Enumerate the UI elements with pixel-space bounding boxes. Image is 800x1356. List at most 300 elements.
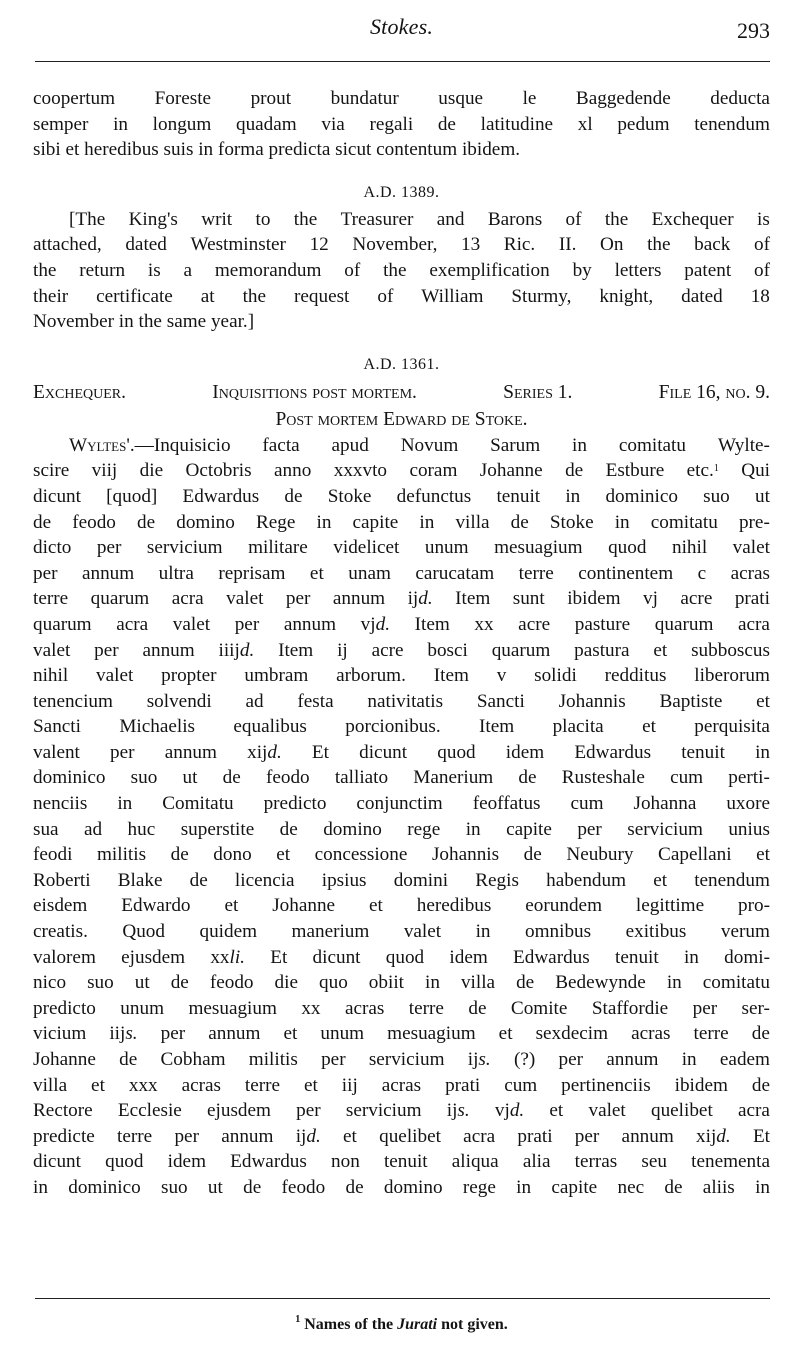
editorial-note-paragraph [33,207,770,335]
word: de [664,1176,683,1198]
word: suo [160,1176,188,1198]
word: equalibus [233,716,307,738]
word: annum [621,1125,674,1147]
footnote-text-after: not given. [441,1316,508,1333]
text-line [33,663,770,689]
word: solidi [534,665,577,687]
word: in [465,818,481,840]
word: alia [522,1151,551,1173]
word: annum [283,613,337,635]
word: Roberti [33,869,91,891]
word: domino [383,1176,443,1198]
word: per [96,537,122,559]
word: acras [181,1074,221,1096]
word: Michaelis [119,716,195,738]
date-heading-1361: A.D. 1361. [363,355,440,373]
word: unius [728,818,770,840]
word: tenuit [383,1151,428,1173]
word: et [91,1074,105,1096]
word: quod [385,946,425,968]
word: 13 [460,234,481,256]
word: Manerium [413,767,494,789]
text-line [33,996,770,1022]
word: c [697,562,707,584]
word: in [33,1176,48,1198]
word: terre [33,588,69,610]
word: Ecclesie [117,1100,182,1122]
word: vjd. [360,613,390,635]
word: quarum [90,588,150,610]
word: et [276,844,291,866]
word: exemplification [429,259,550,281]
word: Item [278,639,314,661]
word: coram [409,460,458,482]
word: the [383,259,407,281]
word: Johanne [33,1049,96,1070]
text-line [33,689,770,715]
word: semper [33,113,89,135]
word: Johanna [633,793,697,815]
word: et [756,844,770,866]
word: de [468,997,487,1019]
word: Johannis [558,690,626,712]
word: in [117,793,133,815]
continuation-paragraph [33,86,770,163]
word: Quod [122,921,165,943]
word: terre [408,997,444,1019]
footnote-text-before: Names of the [304,1316,394,1333]
text-line [33,842,770,868]
word: servicium [146,537,223,559]
word: ad [84,818,103,840]
word: quarum [654,613,714,635]
word: verum [720,921,770,943]
word: Rege [255,511,296,533]
word: acra [463,1125,496,1147]
word: annum [208,1023,261,1045]
text-line [33,1124,770,1150]
word: Et [270,946,288,968]
word: de [170,844,189,866]
word: suo [703,485,730,507]
word: domini [393,869,449,891]
word: ij [337,639,348,661]
word: Westminster [190,234,286,256]
word: Blake [117,869,163,891]
word: obiit [368,972,404,994]
word: nenciis [33,793,88,815]
word: On [600,234,624,256]
text-line [33,868,770,894]
word: de [243,1176,262,1198]
word: per [110,741,135,763]
word: November in the same year.] [33,311,255,333]
word: defunctus [396,485,472,507]
word: predicte [33,1125,95,1147]
word: Novum [400,434,459,456]
word: de [33,511,52,533]
word: mesuagium [494,537,583,559]
word: quidem [199,921,258,943]
record-title: Post mortem Edward de Stoke. [275,408,528,430]
word: longum [152,113,212,135]
word: Johannis [431,844,500,866]
word: de [523,844,542,866]
word: terre [117,1125,153,1147]
word: Edwardus [230,1151,307,1173]
word: patent [684,259,732,281]
word: eorundem [525,895,602,917]
word: vjd. [494,1100,525,1122]
word: tenuit [496,485,541,507]
word: Edwardo [121,895,191,917]
word: Comite [510,997,568,1019]
word: et [309,562,324,584]
word: festa [297,690,334,712]
word: in [681,1049,697,1070]
word: of [565,208,582,230]
word: per [296,1100,321,1122]
word: de [222,767,241,789]
word: feodo [265,767,310,789]
word: habendum [546,869,627,891]
text-line [33,791,770,817]
text-line [33,309,770,335]
running-head [33,0,770,60]
record-reference-heading [33,379,770,406]
word: per [94,639,119,661]
word: cum [670,767,704,789]
word: continentem [578,562,674,584]
word: acra [171,588,204,610]
word: creatis. [33,921,88,943]
word: capite [352,511,399,533]
word: quod [105,1151,144,1173]
word: ultra [158,562,194,584]
word: villa [460,972,496,994]
word: iijs. [109,1023,138,1045]
word: servicium [368,1049,445,1070]
word: Sarum [490,434,541,456]
word: per [160,1023,186,1045]
text-line [33,510,770,536]
word: ut [182,767,198,789]
word: prout [250,88,292,109]
word: die [139,460,164,482]
text-line [33,638,770,664]
word: servicium [627,818,703,840]
word: acras [381,1074,422,1096]
word: acra [116,613,149,635]
word: huc [127,818,156,840]
header-rule [35,61,770,62]
word: [quod] [106,485,158,507]
word: Ric. [503,234,536,256]
word: in [425,972,440,994]
text-line [33,484,770,510]
word: exitibus [625,921,687,943]
word: capite [506,818,552,840]
word: servicium [345,1100,422,1122]
word: per [234,613,260,635]
word: comitatu [702,972,770,994]
word: quarum [33,613,92,635]
word: seu [641,1151,667,1173]
text-line [33,561,770,587]
word: omnibus [525,921,592,943]
word: terras [574,1151,618,1173]
word: pertinenciis [561,1074,651,1096]
word: sunt [512,588,545,610]
word: tenuit [681,741,725,763]
word: et [756,690,770,712]
word: xx [474,613,494,635]
word: placita [552,716,604,738]
word: die [274,972,298,994]
word: tenendum [694,113,770,135]
word: and [436,208,465,230]
word: vicium [33,1023,87,1045]
word: aliis [702,1176,735,1198]
word: to [255,208,271,230]
word: in [666,972,682,994]
word: valet [226,588,264,610]
word: xijd. [696,1125,731,1147]
word: Staffordie [591,997,669,1019]
text-line [33,112,770,138]
word: capite [551,1176,598,1198]
word: Barons [487,208,543,230]
word: de [137,511,156,533]
word: xijd. [247,741,282,763]
word: feoffatus [472,793,541,815]
word: Baggedende [575,88,671,109]
word: Exchequer [651,208,734,230]
word: valorem [33,946,96,968]
text-line [33,458,770,484]
word: by [572,259,592,281]
word: quo [319,972,348,994]
word: et [304,1074,318,1096]
word: etc.$^1$ [686,460,719,482]
word: dicunt [359,741,408,763]
word: in [113,113,129,135]
word: Treasurer [340,208,414,230]
word: ipsius [321,869,367,891]
word: acras [631,1023,671,1045]
word: valet [403,921,442,943]
word: latitudine [480,113,554,135]
word: umbram [244,665,309,687]
word: in [683,946,699,968]
word: 18 [750,285,770,307]
word: Comitatu [162,793,234,815]
word: scire [33,460,70,482]
word: de [170,972,189,994]
word: xxli. [210,946,245,968]
word: dominico [33,767,106,789]
word: xx [301,997,321,1019]
word: militis [248,1049,298,1070]
word: nec [617,1176,645,1198]
text-line [33,586,770,612]
word: sexdecim [535,1023,609,1045]
word: nihil [33,665,69,687]
word: their [33,285,69,307]
word: de [119,1049,138,1070]
word: Item [455,588,491,610]
word: annum [164,741,217,763]
word: tenendum [694,869,770,891]
word: feodo [72,511,116,533]
word: pastura [574,639,630,661]
word: per [558,1049,583,1070]
text-line [33,137,770,163]
text-line [33,1175,770,1201]
word: militare [248,537,308,559]
word: uxore [726,793,770,815]
word: coopertum [33,88,116,109]
word: annum [606,1049,659,1070]
word: acre [518,613,551,635]
text-line [33,919,770,945]
word: ijs. [446,1100,470,1122]
word: quod [608,537,647,559]
word: ser- [741,997,770,1019]
word: valet [33,639,71,661]
word: ibidem [567,588,621,610]
word: xxx [128,1074,158,1096]
word: apud [331,434,369,456]
word: Item [479,716,515,738]
text-line [33,433,770,459]
word: ad [245,690,264,712]
word: Capellani [658,844,732,866]
word: ijd. [407,588,433,610]
word: suo [130,767,158,789]
word: Stoke [327,485,372,507]
word: prati [445,1074,481,1096]
word: memorandum [214,259,322,281]
word: arborum. [336,665,406,687]
word: ijs. [467,1049,491,1070]
word: redditus [604,665,667,687]
word: in [614,511,630,533]
word: valet [732,537,770,559]
word: quelibet [379,1125,441,1147]
word: villa [455,511,490,533]
word: unum [424,537,469,559]
word: domino [323,818,382,840]
word: manerium [291,921,370,943]
word: predicto [33,997,96,1019]
word: the [242,285,267,307]
word: return [79,259,126,281]
word: feodo [281,1176,326,1198]
text-line [33,893,770,919]
word: Edwardus [574,741,652,763]
word: talliato [334,767,389,789]
word: reprisam [218,562,286,584]
word: licencia [234,869,295,891]
word: anno [274,460,312,482]
word: dicto [33,537,72,559]
word: et [343,1125,357,1147]
word: sibi et heredibus suis in forma predicta sicut contentum ibidem. [33,139,521,161]
word: annum [332,588,386,610]
date-heading-1389: A.D. 1389. [363,183,440,201]
word: ejusdem [121,946,186,968]
word: xxxvto [333,460,388,482]
word: de [516,972,535,994]
text-line [33,817,770,843]
word: pasture [574,613,631,635]
word: terre [693,1023,729,1045]
word: idem [167,1151,206,1173]
word: legittime [635,895,705,917]
word: the [33,259,57,281]
word: et [224,895,239,917]
word: (?) [513,1049,536,1070]
word: de [437,113,456,135]
word: de [518,767,537,789]
word: of [377,285,394,307]
word: dicunt [33,1151,81,1173]
text-line [33,945,770,971]
text-line [33,1073,770,1099]
word: cum [504,1074,538,1096]
word: Stoke [549,511,594,533]
word: Sancti [33,716,81,738]
word: ut [207,1176,223,1198]
word: in [516,1176,532,1198]
word: non [331,1151,360,1173]
word: Wyltes'.—Inquisicio [69,434,231,456]
word: rege [407,818,441,840]
word: ibidem [674,1074,728,1096]
word: regali [369,113,414,135]
word: de [751,1074,770,1096]
word: idem [449,946,488,968]
text-line [33,740,770,766]
word: ut [134,972,150,994]
word: bosci [427,639,468,661]
word: iij [341,1074,358,1096]
word: dominico [68,1176,141,1198]
word: nihil [671,537,708,559]
word: the [293,208,318,230]
word: comitatu [618,434,686,456]
word: militis [97,844,147,866]
word: le [522,88,537,109]
word: tenementa [691,1151,770,1173]
word: Regis [475,869,519,891]
word: per [174,1125,199,1147]
word: the [604,208,629,230]
word: quadam [235,113,297,135]
word: in [572,434,587,456]
word: valet [172,613,211,635]
word: et [642,716,656,738]
word: Baptiste [659,690,723,712]
word: per [285,588,311,610]
word: nico [33,972,67,994]
word: nativitatis [367,690,444,712]
word: certificate [96,285,173,307]
word: annum [81,562,135,584]
word: dicunt [33,485,81,507]
word: et [653,639,668,661]
